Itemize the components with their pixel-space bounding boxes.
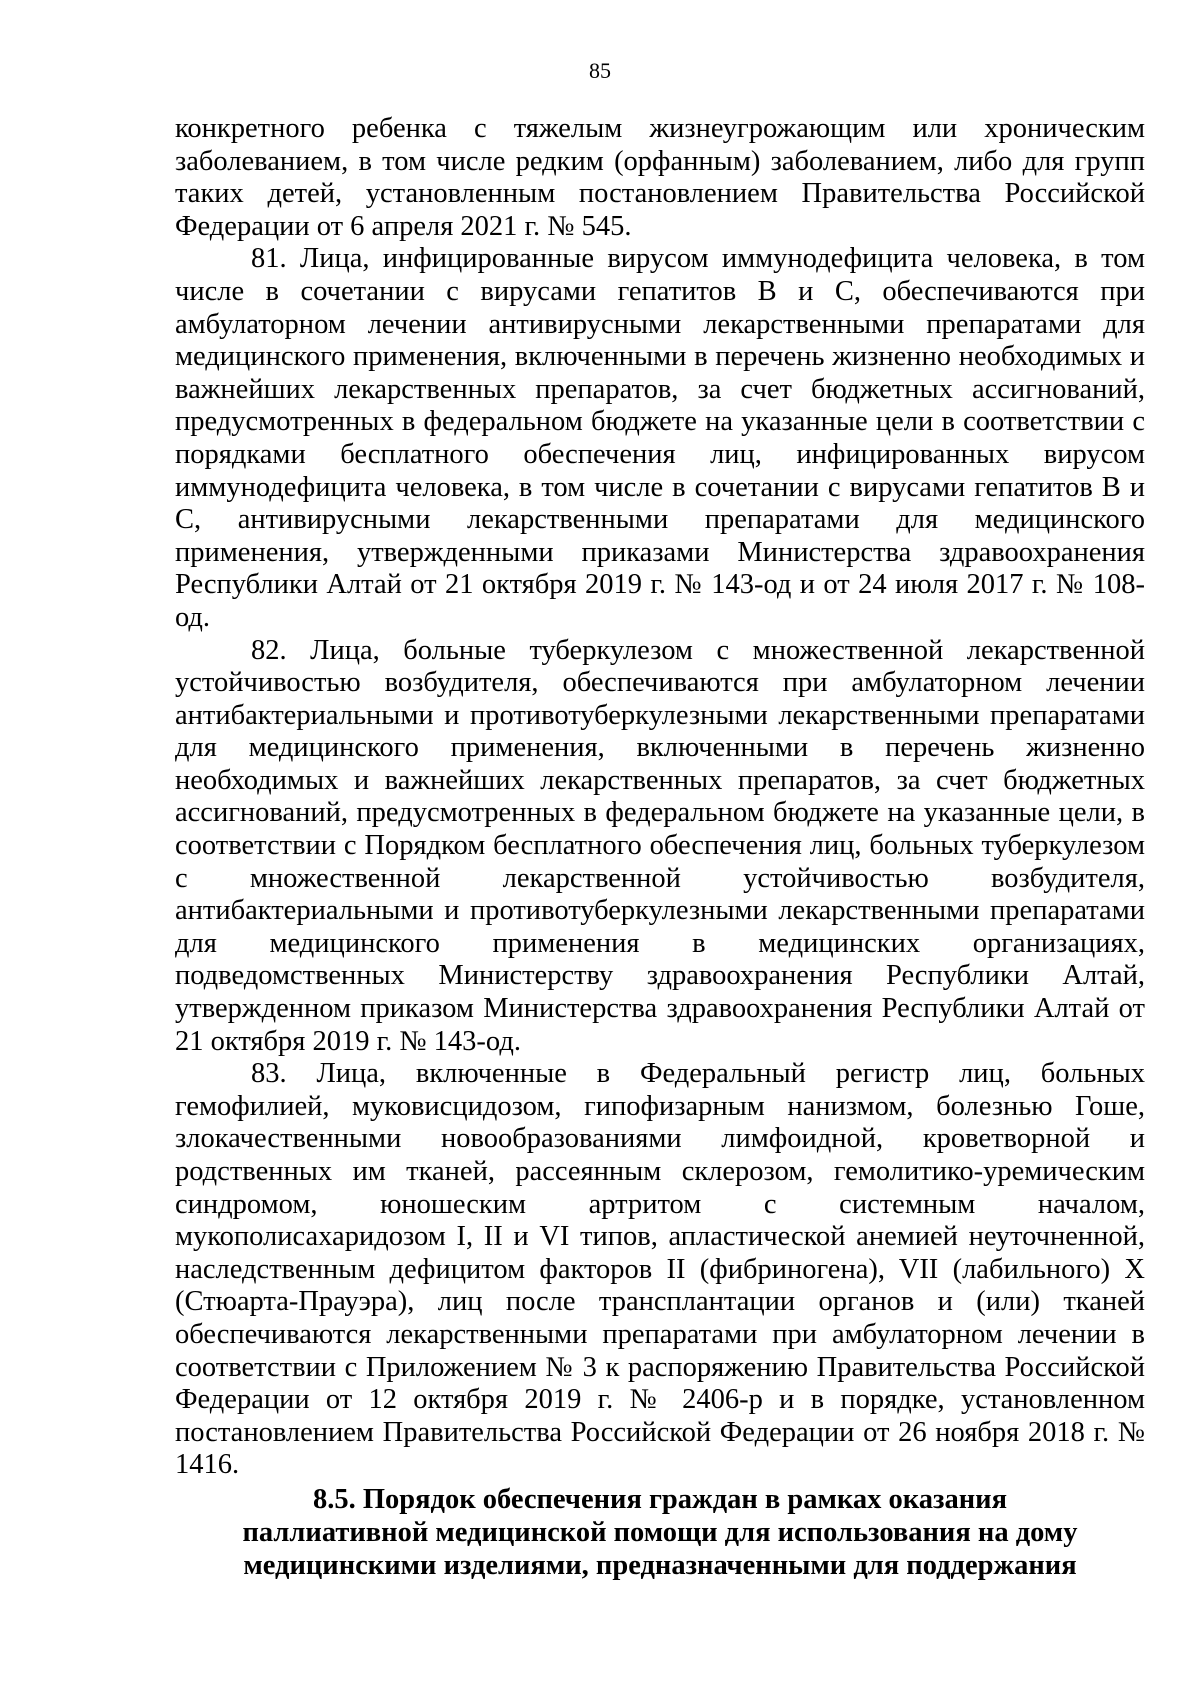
section-heading-line: паллиативной медицинской помощи для использования на дому — [242, 1517, 1078, 1548]
section-heading-line: 8.5. Порядок обеспечения граждан в рамках оказания — [312, 1484, 1008, 1515]
paragraph-82: 82. Лица, больные туберкулезом с множественной лекарственной устойчивостью возбудителя, обеспечиваются при амбулаторном лечении антибактериальными и противотуберкулезными лекарственными препаратами для медицинского применения, включенными в перечень жизненно необходимых и важнейших лекарственных препаратов, за счет бюджетных ассигнований, предусмотренных в федеральном бюджете на указанные цели, в соответствии с Порядком бесплатного обеспечения лиц, больных туберкулезом с множественной лекарственной устойчивостью возбудителя, антибактериальными и противотуберкулезными лекарственными препаратами для медицинского применения в медицинских организациях, подведомственных Министерству здравоохранения Республики Алтай, утвержденном приказом Министерства здравоохранения Республики Алтай от 21 октября 2019 г. № 143-од. — [175, 634, 1145, 1057]
page-number: 85 — [589, 58, 611, 83]
paragraph-81: 81. Лица, инфицированные вирусом иммунодефицита человека, в том числе в сочетании с вирусами гепатитов B и C, обеспечиваются при амбулаторном лечении антивирусными лекарственными препаратами для медицинского применения, включенными в перечень жизненно необходимых и важнейших лекарственных препаратов, за счет бюджетных ассигнований, предусмотренных в федеральном бюджете на указанные цели в соответствии с порядками бесплатного обеспечения лиц, инфицированных вирусом иммунодефицита человека, в том числе в сочетании с вирусами гепатитов B и C, антивирусными лекарственными препаратами для медицинского применения, утвержденными приказами Министерства здравоохранения Республики Алтай от 21 октября 2019 г. № 143-од и от 24 июля 2017 г. № 108-од. — [175, 243, 1145, 633]
document-body — [175, 113, 1145, 1482]
section-heading — [175, 1483, 1145, 1582]
paragraph-83: 83. Лица, включенные в Федеральный регистр лиц, больных гемофилией, муковисцидозом, гипофизарным нанизмом, болезнью Гоше, злокачественными новообразованиями лимфоидной, кроветворной и родственных им тканей, рассеянным склерозом, гемолитико-уремическим синдромом, юношеским артритом с системным началом, мукополисахаридозом I, II и VI типов, апластической анемией неуточненной, наследственным дефицитом факторов II (фибриногена), VII (лабильного) X (Стюарта-Прауэра), лиц после трансплантации органов и (или) тканей обеспечиваются лекарственными препаратами при амбулаторном лечении в соответствии с Приложением № 3 к распоряжению Правительства Российской Федерации от 12 октября 2019 г. № 2406-р и в порядке, установленном постановлением Правительства Российской Федерации от 26 ноября 2018 г. № 1416. — [175, 1058, 1145, 1481]
section-heading-line: медицинскими изделиями, предназначенными для поддержания — [243, 1550, 1077, 1581]
paragraph-continuation: конкретного ребенка с тяжелым жизнеугрожающим или хроническим заболеванием, в том числе редким (орфанным) заболеванием, либо для групп таких детей, установленным постановлением Правительства Российской Федерации от 6 апреля 2021 г. № 545. — [175, 113, 1145, 242]
